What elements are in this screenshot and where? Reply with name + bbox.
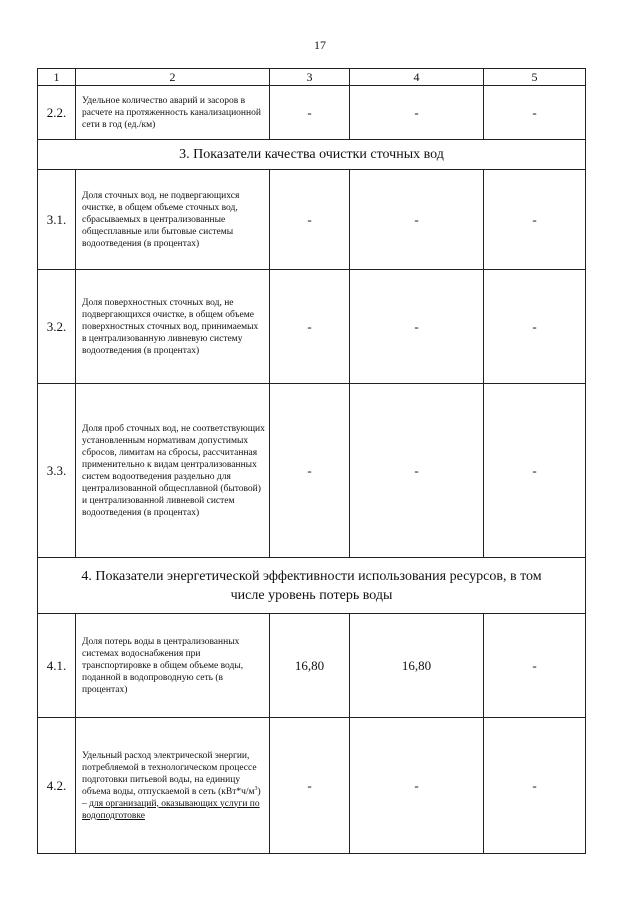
value-col4: - [350, 170, 484, 270]
page-number: 17 [314, 38, 326, 52]
indicator-name-text: ) – [82, 786, 261, 809]
row-number: 3.3. [38, 384, 76, 558]
value-col5: - [484, 86, 586, 140]
row-number: 4.1. [38, 614, 76, 718]
table-row [38, 86, 586, 140]
indicator-name: Удельное количество аварий и засоров в расчете на протяженность канализационной сети в год (ед./км) [76, 86, 270, 140]
value-col3: - [270, 384, 350, 558]
row-number: 2.2. [38, 86, 76, 140]
value-col5: - [484, 718, 586, 854]
table-row [38, 170, 586, 270]
value-col3: - [270, 270, 350, 384]
section-title-line2: числе уровень потерь воды [230, 587, 393, 603]
value-col5: - [484, 614, 586, 718]
value-col3: 16,80 [270, 614, 350, 718]
value-col3: - [270, 170, 350, 270]
indicator-name-underlined: для организаций, оказывающих услуги по водоподготовке [82, 798, 260, 821]
header-cell: 5 [484, 69, 586, 86]
indicator-name: Доля проб сточных вод, не соответствующих установленным нормативам допустимых сбросов, лимитам на сбросы, рассчитанная применительно к видам централизованных систем водоотведения раздельно для централизованной общесплавной (бытовой) и централизованной ливневой систем водоотведения (в процентах) [76, 384, 270, 558]
row-number: 4.2. [38, 718, 76, 854]
table-row [38, 614, 586, 718]
row-number: 3.2. [38, 270, 76, 384]
indicator-name: Доля поверхностных сточных вод, не подвергающихся очистке, в общем объеме поверхностных сточных вод, принимаемых в централизованную ливневую систему водоотведения (в процентах) [76, 270, 270, 384]
value-col3: - [270, 86, 350, 140]
section-title: 3. Показатели качества очистки сточных вод [38, 140, 586, 170]
value-col4: 16,80 [350, 614, 484, 718]
section-row [38, 558, 586, 614]
section-title-line1: 4. Показатели энергетической эффективности использования ресурсов, в том [81, 568, 542, 584]
value-col5: - [484, 384, 586, 558]
table-header-row [38, 69, 586, 86]
table-row [38, 718, 586, 854]
row-number: 3.1. [38, 170, 76, 270]
indicator-name: Доля потерь воды в централизованных системах водоснабжения при транспортировке в общем объеме воды, поданной в водопроводную сеть (в процентах) [76, 614, 270, 718]
indicator-name: Доля сточных вод, не подвергающихся очистке, в общем объеме сточных вод, сбрасываемых в централизованные общесплавные или бытовые системы водоотведения (в процентах) [76, 170, 270, 270]
table-row [38, 384, 586, 558]
value-col5: - [484, 270, 586, 384]
indicators-table [37, 68, 586, 854]
table-row [38, 270, 586, 384]
value-col4: - [350, 86, 484, 140]
value-col4: - [350, 384, 484, 558]
value-col5: - [484, 170, 586, 270]
header-cell: 4 [350, 69, 484, 86]
superscript: 3 [254, 785, 258, 792]
value-col4: - [350, 718, 484, 854]
header-cell: 3 [270, 69, 350, 86]
indicator-name-text: Удельный расход электрической энергии, потребляемой в технологическом процессе подготовки питьевой воды, на единицу объема воды, отпускаемой в сеть (кВт*ч/м [82, 750, 257, 797]
header-cell: 2 [76, 69, 270, 86]
section-row [38, 140, 586, 170]
header-cell: 1 [38, 69, 76, 86]
section-title [38, 558, 586, 614]
indicator-name [76, 718, 270, 854]
value-col3: - [270, 718, 350, 854]
value-col4: - [350, 270, 484, 384]
